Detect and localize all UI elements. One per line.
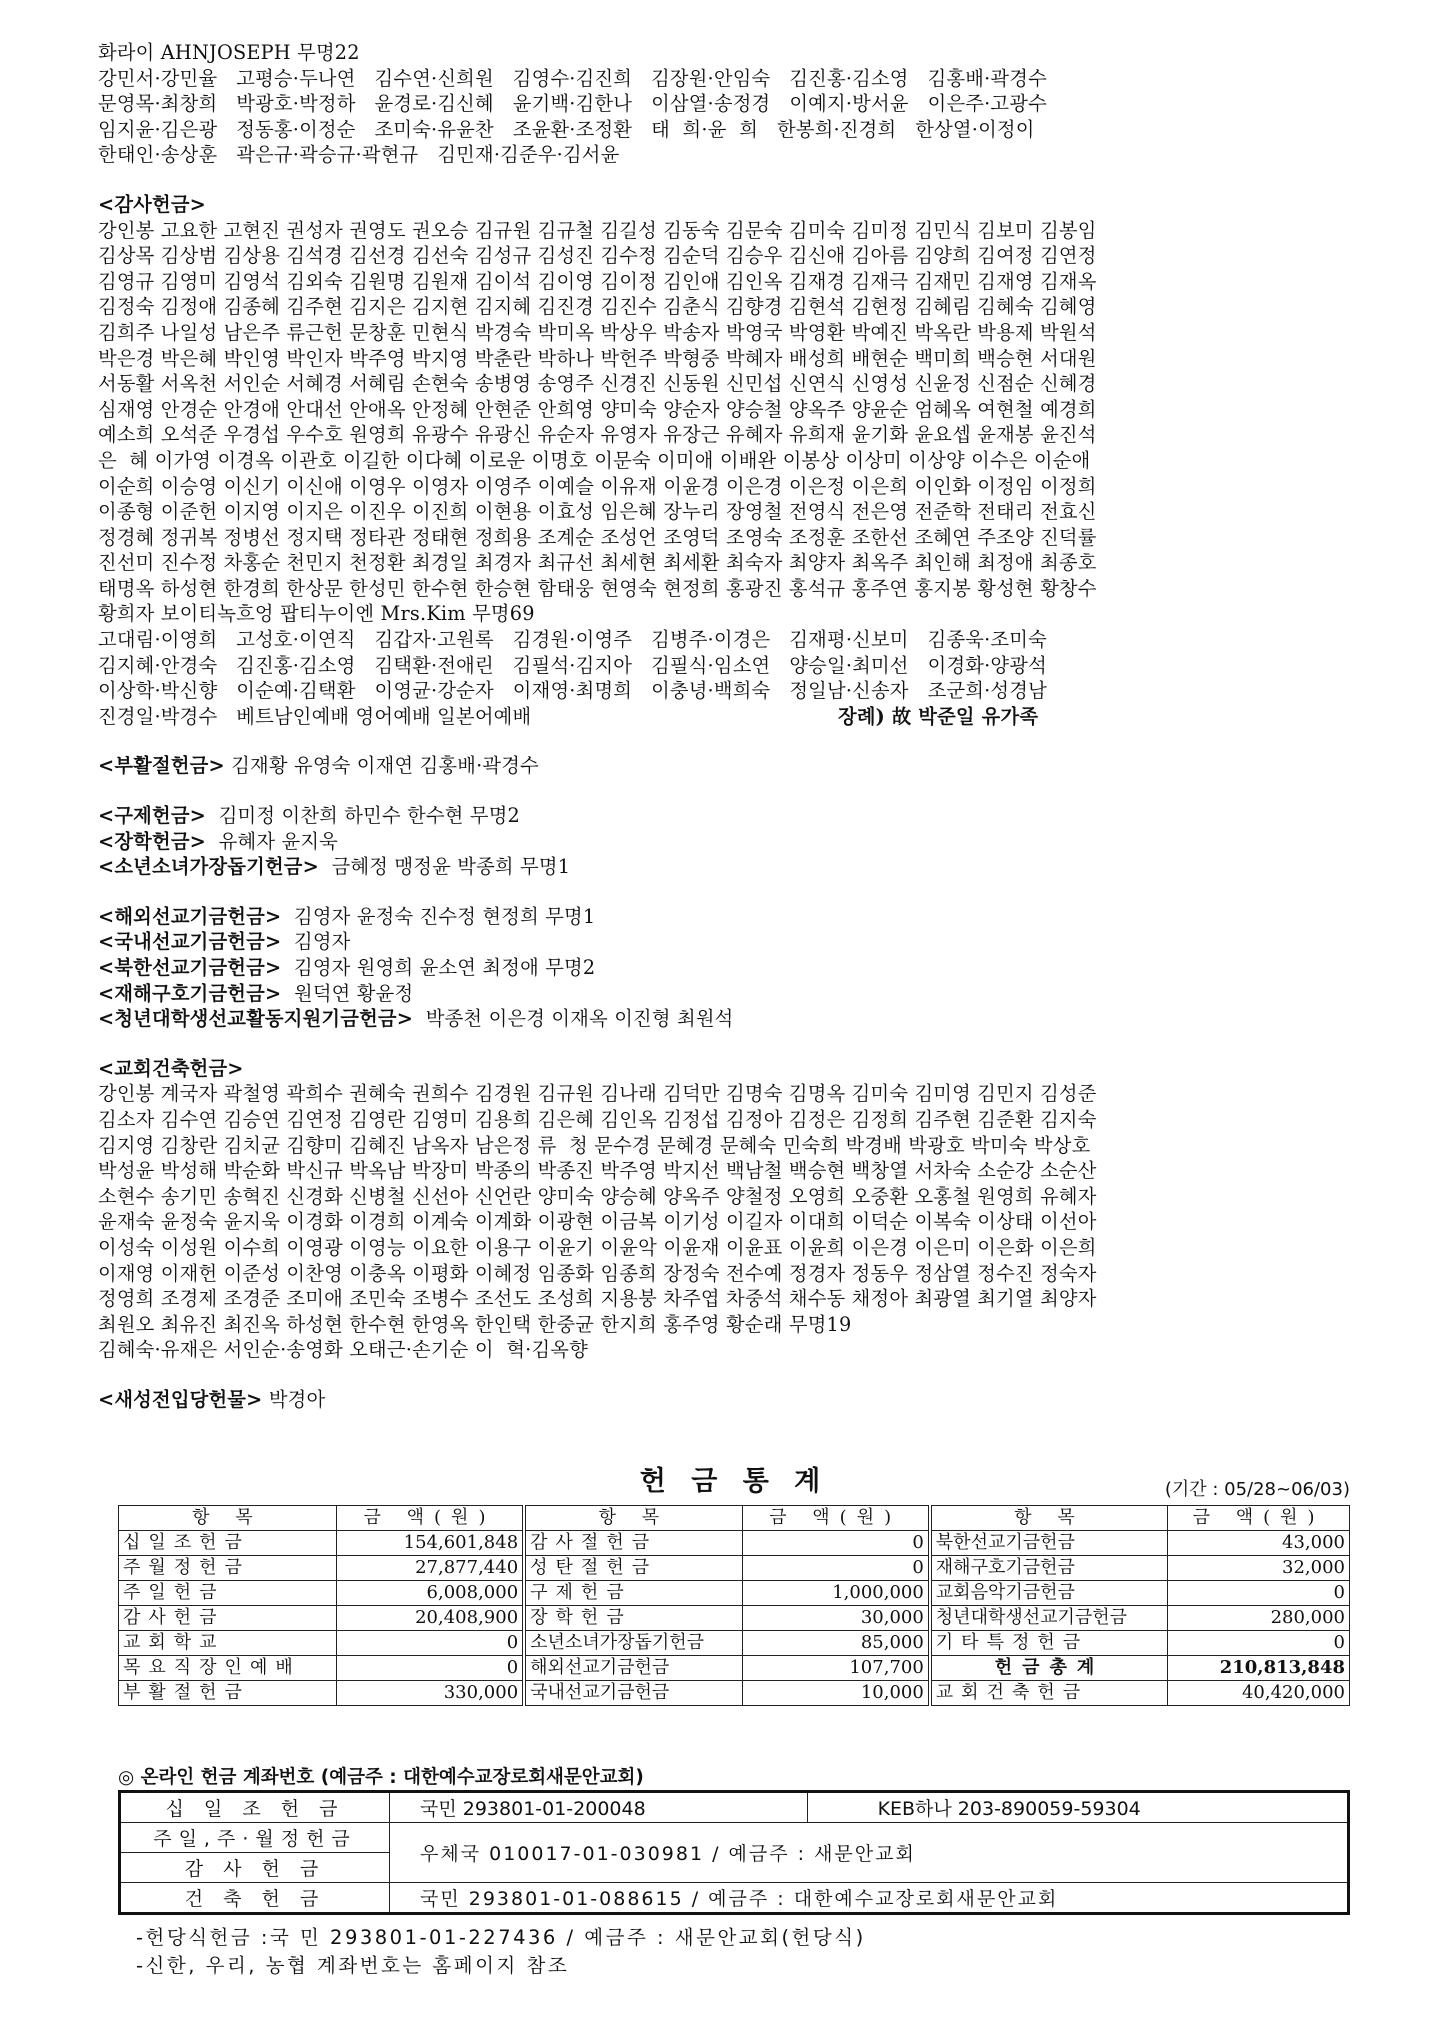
new-member-names: 박경아 (268, 1387, 326, 1411)
donor-name-line: 박성윤 박성해 박순화 박신규 박옥남 박장미 박종의 박종진 박주영 박지선 백남철 백승현 백창열 서차숙 소순강 소순산 (98, 1159, 1097, 1183)
stats-item-label: 부활절헌금 (119, 1681, 337, 1706)
stats-row (119, 1556, 1350, 1581)
donor-name-line: 고대림·이영희 고성호·이연직 김갑자·고원록 김경원·이영주 김병주·이경은 김재평·신보미 김종욱·조미숙 (98, 628, 1047, 652)
donor-name-line: 윤재숙 윤정숙 윤지욱 이경화 이경희 이계숙 이계화 이광현 이금복 이기성 이길자 이대희 이덕순 이복숙 이상태 이선아 (98, 1210, 1097, 1234)
stats-item-label: 재해구호기금헌금 (930, 1556, 1168, 1581)
stats-item-label: 장학헌금 (524, 1606, 742, 1631)
stats-period: (기간 : 05/28~06/03) (1164, 1479, 1350, 1500)
scholarship-offering (98, 829, 1368, 855)
funeral-note: 장례) 故 박준일 유가족 (838, 704, 1039, 728)
stats-item-amount: 0 (1168, 1581, 1350, 1606)
homepage-note: -신한, 우리, 농협 계좌번호는 홈페이지 참조 (136, 1954, 570, 1977)
stats-item-amount: 330,000 (336, 1681, 524, 1706)
stats-item-amount: 85,000 (742, 1631, 930, 1656)
stats-item-label: 성탄절헌금 (524, 1556, 742, 1581)
online-accounts-table (118, 1790, 1350, 1915)
nk-mission-heading: <북한선교기금헌금> (98, 956, 282, 979)
donor-name-line: 정경혜 정귀복 정병선 정지택 정타관 정태현 정희용 조계순 조성언 조영덕 조영숙 조정훈 조한선 조혜연 주조양 진덕률 (98, 525, 1097, 549)
donor-name-line: 김영규 김영미 김영석 김외숙 김원명 김원재 김이석 김이영 김이정 김인애 김인옥 김재경 김재극 김재민 김재영 김재옥 (98, 269, 1097, 293)
overseas-mission-offering (98, 904, 1368, 930)
donor-name-line: 임지윤·김은광 정동홍·이정순 조미숙·유윤찬 조윤환·조정환 태 희·윤 희 한봉희·진경희 한상열·이정이 (98, 117, 1035, 141)
donor-name-line: 문영목·최창희 박광호·박정하 윤경로·김신혜 윤기백·김한나 이삼열·송정경 이예지·방서윤 이은주·고광수 (98, 92, 1047, 116)
donor-name-line (98, 704, 1368, 730)
thanks-offering-label: 감 사 헌 금 (120, 1853, 390, 1883)
stats-item-label: 십일조헌금 (119, 1531, 337, 1556)
overseas-mission-heading: <해외선교기금헌금> (98, 904, 282, 928)
stats-row (119, 1581, 1350, 1606)
stats-item-label: 주일헌금 (119, 1581, 337, 1606)
donor-name-line: 김상목 김상범 김상용 김석경 김선경 김선숙 김성규 김성진 김수정 김순덕 김승우 김신애 김아름 김양희 김여정 김연정 (98, 244, 1097, 268)
donor-name-line: 강인봉 고요한 고현진 권성자 권영도 권오승 김규원 김규철 김길성 김동숙 김문숙 김미숙 김미정 김민식 김보미 김봉임 (98, 218, 1097, 242)
domestic-mission-heading: <국내선교기금헌금> (98, 930, 282, 954)
stats-item-amount: 107,700 (742, 1656, 930, 1681)
donor-name-line: 이상학·박신향 이순예·김택환 이영균·강순자 이재영·최명희 이충녕·백희숙 정일남·신송자 조군희·성경남 (98, 679, 1047, 703)
donor-name-line: 강인봉 계국자 곽철영 곽희수 권혜숙 권희수 김경원 김규원 김나래 김덕만 김명숙 김명옥 김미숙 김미영 김민지 김성준 (98, 1082, 1097, 1106)
donor-name-line: 최원오 최유진 최진옥 하성현 한수현 한영옥 한인택 한중균 한지희 홍주영 황순래 무명19 (98, 1312, 852, 1336)
stats-row (119, 1656, 1350, 1681)
stats-item-amount: 210,813,848 (1168, 1656, 1350, 1681)
scholarship-names: 유혜자 윤지욱 (218, 829, 338, 853)
donor-name-line: 화라이 AHNJOSEPH 무명22 (98, 41, 360, 64)
disaster-relief-offering (98, 981, 1368, 1007)
stats-item-amount: 10,000 (742, 1681, 930, 1706)
stats-item-label: 목요직장인예배 (119, 1656, 337, 1681)
stats-item-amount: 280,000 (1168, 1606, 1350, 1631)
donor-name-line: 정영희 조경제 조경준 조미애 조민숙 조병수 조선도 조성희 지용붕 차주엽 차중석 채수동 채정아 최광열 최기열 최양자 (98, 1287, 1097, 1311)
easter-offering (98, 753, 1368, 779)
weekly-label: 주일,주·월정헌금 (120, 1823, 390, 1853)
donor-name-line: 이재영 이재헌 이준성 이찬영 이충옥 이평화 이혜정 임종화 임종희 장정숙 전수예 정경자 정동우 정삼열 정수진 정숙자 (98, 1261, 1097, 1285)
donor-name-line: 김지혜·안경숙 김진홍·김소영 김택환·전애린 김필석·김지아 김필식·임소연 양승일·최미선 이경화·양광석 (98, 653, 1047, 677)
donor-name-line: 한태인·송상훈 곽은규·곽승규·곽현규 김민재·김준우·김서윤 (98, 143, 620, 167)
stats-item-amount: 6,008,000 (336, 1581, 524, 1606)
donor-name-line: 김소자 김수연 김승연 김연정 김영란 김영미 김용희 김은혜 김인옥 김정섭 김정아 김정은 김정희 김주현 김준환 김지숙 (98, 1107, 1097, 1131)
stats-item-amount: 32,000 (1168, 1556, 1350, 1581)
disaster-relief-names: 원덕연 황윤정 (294, 981, 414, 1005)
column-header-item: 항 목 (119, 1506, 337, 1531)
stats-item-label: 감사헌금 (119, 1606, 337, 1631)
domestic-mission-offering (98, 929, 1368, 955)
stats-item-label: 교회건축헌금 (930, 1681, 1168, 1706)
student-mission-offering (98, 1006, 1368, 1032)
column-header-amount: 금 액(원) (1168, 1506, 1350, 1531)
nk-mission-names: 김영자 원영희 윤소연 최정애 무명2 (294, 956, 596, 979)
stats-table (118, 1505, 1350, 1706)
relief-offering (98, 803, 1368, 829)
dedication-account-note: -헌당식헌금 :국 민 293801-01-227436 / 예금주 : 새문안교회(헌당식) (136, 1926, 866, 1949)
new-member-offering (98, 1387, 1368, 1413)
stats-row (119, 1531, 1350, 1556)
easter-heading: <부활절헌금> (98, 754, 225, 778)
donor-name-line: 김혜숙·유재은 서인순·송영화 오태근·손기순 이 혁·김옥향 (98, 1338, 588, 1362)
building-account: 국민 293801-01-088615 / 예금주 : 대한예수교장로회새문안교회 (390, 1883, 1349, 1914)
online-accounts-title: ◎ 온라인 헌금 계좌번호 (예금주 : 대한예수교장로회새문안교회) (118, 1767, 644, 1788)
stats-item-label: 감사절헌금 (524, 1531, 742, 1556)
donor-name-line: 김정숙 김정애 김종혜 김주현 김지은 김지현 김지혜 김진경 김진수 김춘식 김향경 김현석 김현정 김혜림 김혜숙 김혜영 (98, 295, 1097, 319)
donor-name-line: 황희자 보이티녹흐엉 팝티누이엔 Mrs.Kim 무명69 (98, 602, 535, 626)
donor-name-line: 은 혜 이가영 이경옥 이관호 이길한 이다혜 이로운 이명호 이문숙 이미애 이배완 이봉상 이상미 이상양 이수은 이순애 (98, 448, 1091, 472)
column-header-item: 항 목 (524, 1506, 742, 1531)
column-header-amount: 금 액(원) (336, 1506, 524, 1531)
stats-item-amount: 43,000 (1168, 1531, 1350, 1556)
stats-item-label: 헌금총계 (930, 1656, 1168, 1681)
disaster-relief-heading: <재해구호기금헌금> (98, 981, 282, 1005)
stats-row (119, 1606, 1350, 1631)
stats-item-amount: 0 (1168, 1631, 1350, 1656)
donor-name-line: 이종형 이준헌 이지영 이지은 이진우 이진희 이현용 이효성 임은혜 장누리 장영철 전영식 전은영 전준학 전태리 전효신 (98, 500, 1097, 524)
stats-item-label: 구제헌금 (524, 1581, 742, 1606)
stats-title: 헌 금 통 계 (639, 1466, 829, 1497)
donor-name-line: 이성숙 이성원 이수희 이영광 이영능 이요한 이용구 이윤기 이윤악 이윤재 이윤표 이윤희 이은경 이은미 이은화 이은희 (98, 1235, 1097, 1259)
building-heading: <교회건축헌금> (98, 1056, 244, 1080)
donor-name-line: 진선미 진수정 차홍순 천민지 천정환 최경일 최경자 최규선 최세현 최세환 최숙자 최양자 최옥주 최인해 최정애 최종호 (98, 551, 1097, 575)
stats-item-amount: 40,420,000 (1168, 1681, 1350, 1706)
donor-name-line: 소현수 송기민 송혁진 신경화 신병철 신선아 신언란 양미숙 양승혜 양옥주 양철정 오영희 오중환 오홍철 원영희 유혜자 (98, 1184, 1097, 1208)
top-names-section (98, 40, 1368, 168)
stats-item-amount: 1,000,000 (742, 1581, 930, 1606)
stats-item-amount: 0 (742, 1556, 930, 1581)
donor-name-text: 진경일·박경수 베트남인예배 영어예배 일본어예배 (98, 704, 532, 728)
tithe-account-kb: 국민 293801-01-200048 (390, 1792, 808, 1823)
stats-item-amount: 154,601,848 (336, 1531, 524, 1556)
stats-item-label: 기타특정헌금 (930, 1631, 1168, 1656)
scholarship-heading: <장학헌금> (98, 829, 207, 853)
new-member-heading: <새성전입당헌물> (98, 1387, 263, 1411)
stats-item-label: 북한선교기금헌금 (930, 1531, 1168, 1556)
stats-item-label: 교회음악기금헌금 (930, 1581, 1168, 1606)
domestic-mission-names: 김영자 (294, 930, 351, 954)
donor-name-line: 예소희 오석준 우경섭 우수호 원영희 유광수 유광신 유순자 유영자 유장근 유혜자 유희재 윤기화 윤요셉 윤재봉 윤진석 (98, 423, 1097, 447)
stats-row (119, 1681, 1350, 1706)
student-mission-heading: <청년대학생선교활동지원기금헌금> (98, 1007, 414, 1031)
building-names-section (98, 1081, 1368, 1363)
donor-name-line: 이순희 이승영 이신기 이신애 이영우 이영자 이영주 이예슬 이유재 이윤경 이은경 이은정 이은희 이인화 이정임 이정희 (98, 474, 1097, 498)
donor-name-line: 김지영 김창란 김치균 김향미 김혜진 남옥자 남은정 류 청 문수경 문혜경 문혜숙 민숙희 박경배 박광호 박미숙 박상호 (98, 1133, 1091, 1157)
donor-name-line: 강민서·강민율 고평승·두나연 김수연·신희원 김영수·김진희 김장원·안임숙 김진홍·김소영 김홍배·곽경수 (98, 66, 1047, 90)
stats-item-label: 국내선교기금헌금 (524, 1681, 742, 1706)
stats-item-amount: 0 (742, 1531, 930, 1556)
youth-head-names: 금혜정 맹정윤 박종희 무명1 (331, 855, 571, 879)
offering-statistics (118, 1465, 1350, 1706)
stats-item-label: 주월정헌금 (119, 1556, 337, 1581)
stats-item-amount: 0 (336, 1656, 524, 1681)
column-header-item: 항 목 (930, 1506, 1168, 1531)
stats-item-label: 교회학교 (119, 1631, 337, 1656)
donor-name-line: 박은경 박은혜 박인영 박인자 박주영 박지영 박춘란 박하나 박헌주 박형중 박혜자 배성희 배현순 백미희 백승현 서대원 (98, 346, 1097, 370)
stats-item-amount: 27,877,440 (336, 1556, 524, 1581)
thanks-names-section (98, 218, 1368, 730)
building-label: 건 축 헌 금 (120, 1883, 390, 1914)
donor-name-line: 태명옥 하성현 한경희 한상문 한성민 한수현 한승현 함태웅 현영숙 현정희 홍광진 홍석규 홍주연 홍지봉 황성현 황창수 (98, 576, 1097, 600)
weekly-account: 우체국 010017-01-030981 / 예금주 : 새문안교회 (390, 1823, 1349, 1883)
youth-head-offering (98, 854, 1368, 880)
stats-item-amount: 0 (336, 1631, 524, 1656)
youth-head-heading: <소년소녀가장돕기헌금> (98, 855, 319, 879)
stats-row (119, 1631, 1350, 1656)
donor-lists (98, 40, 1368, 1413)
stats-header-row (119, 1506, 1350, 1531)
relief-heading: <구제헌금> (98, 804, 207, 828)
student-mission-names: 박종천 이은경 이재옥 이진형 최원석 (425, 1007, 734, 1031)
donor-name-line: 김희주 나일성 남은주 류근헌 문창훈 민현식 박경숙 박미옥 박상우 박송자 박영국 박영환 박예진 박옥란 박용제 박원석 (98, 320, 1097, 344)
tithe-label: 십 일 조 헌 금 (120, 1792, 390, 1823)
column-header-amount: 금 액(원) (742, 1506, 930, 1531)
thanks-heading: <감사헌금> (98, 192, 207, 216)
stats-item-label: 소년소녀가장돕기헌금 (524, 1631, 742, 1656)
easter-names: 김재황 유영숙 이재연 김홍배·곽경수 (231, 754, 539, 778)
overseas-mission-names: 김영자 윤정숙 진수정 현정희 무명1 (294, 904, 596, 928)
tithe-account-keb: KEB하나 203-890059-59304 (807, 1792, 1348, 1823)
donor-name-line: 서동활 서옥천 서인순 서혜경 서혜림 손현숙 송병영 송영주 신경진 신동원 신민섭 신연식 신영성 신윤정 신점순 신혜경 (98, 372, 1097, 396)
stats-item-amount: 20,408,900 (336, 1606, 524, 1631)
stats-item-label: 청년대학생선교기금헌금 (930, 1606, 1168, 1631)
nk-mission-offering (98, 955, 1368, 981)
stats-item-amount: 30,000 (742, 1606, 930, 1631)
donor-name-line: 심재영 안경순 안경애 안대선 안애옥 안정혜 안현준 안희영 양미숙 양순자 양승철 양옥주 양윤순 엄혜옥 여현철 예경희 (98, 397, 1097, 421)
relief-names: 김미정 이찬희 하민수 한수현 무명2 (218, 804, 521, 828)
stats-item-label: 해외선교기금헌금 (524, 1656, 742, 1681)
